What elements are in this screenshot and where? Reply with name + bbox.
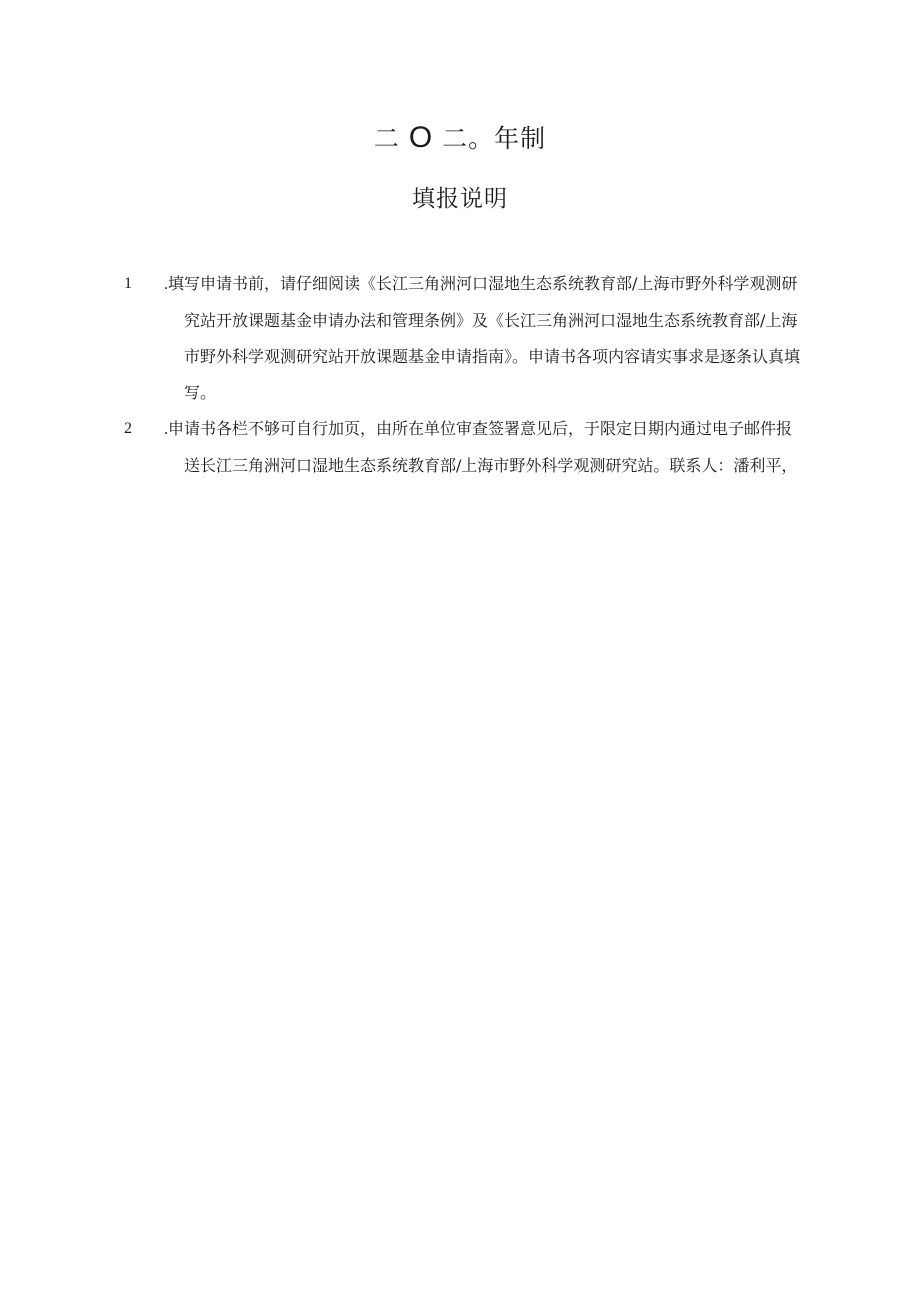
page-title: 填报说明: [412, 186, 508, 212]
year-prefix: 二: [373, 124, 400, 153]
year-o: O: [408, 121, 434, 154]
instructions-list: [120, 266, 800, 484]
instruction-item-2: [120, 411, 800, 484]
instruction-lead: .: [164, 276, 168, 293]
year-line: [0, 118, 920, 159]
year-suffix: 二。年制: [442, 124, 547, 153]
instruction-text: 填写申请书前，请仔细阅读《长江三角洲河口湿地生态系统教育部/上海市野外科学观测研究站开放课题基金申请办法和管理条例》及《长江三角洲河口湿地生态系统教育部/上海市野外科学观测研究站开放课题基金申请指南》。申请书各项内容请实事求是逐条认真填写。: [168, 274, 801, 402]
instruction-text-wrap: [164, 266, 800, 411]
instruction-item-1: [120, 266, 800, 411]
instruction-number: 2: [124, 420, 132, 437]
instruction-number: 1: [124, 275, 132, 292]
instruction-text: 申请书各栏不够可自行加页，由所在单位审查签署意见后，于限定日期内通过电子邮件报送长江三角洲河口湿地生态系统教育部/上海市野外科学观测研究站。联系人：潘利平，: [168, 419, 798, 475]
instruction-lead: .: [164, 421, 168, 438]
instruction-text-wrap: [164, 411, 800, 484]
